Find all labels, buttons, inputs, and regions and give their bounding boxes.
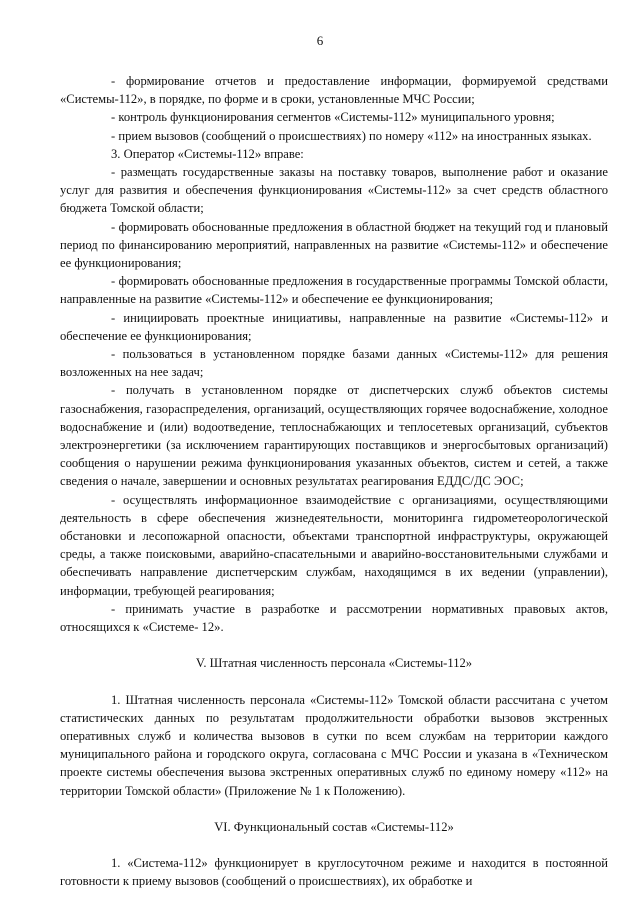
- paragraph-initiatives: - инициировать проектные инициативы, направленные на развитие «Системы-112» и обеспечение ее функционирования;: [60, 310, 608, 343]
- paragraph-interaction: - осуществлять информационное взаимодействие с организациями, осуществляющими деятельность в сфере обеспечения жизнедеятельности, мониторинга гидрометеорологической обстановки и лесопожарной опасности, объектами транспортной инфраструктуры, окружающей среды, а также поисковыми, аварийно-спасательными и аварийно-восстановительными службами и обеспечивать направление диспетчерским службам, находящимся в их ведении (управлении), информации, требующей реагирования;: [60, 492, 608, 598]
- paragraph-state-programs: - формировать обоснованные предложения в государственные программы Томской области, направленные на развитие «Системы-112» и обеспечение ее функционирования;: [60, 274, 608, 307]
- paragraph-operator-rights: 3. Оператор «Системы-112» вправе:: [111, 146, 304, 161]
- page-number: 6: [316, 33, 324, 48]
- paragraph-budget-proposals: - формировать обоснованные предложения в областной бюджет на текущий год и плановый период по финансированию мероприятий, направленных на развитие «Системы-112» и обеспечение ее функционирования;: [60, 219, 608, 271]
- document-body: [60, 72, 608, 890]
- paragraph-foreign-languages: - прием вызовов (сообщений о происшествиях) по номеру «112» на иностранных языках.: [111, 128, 592, 143]
- paragraph-round-the-clock: 1. «Система-112» функционирует в круглосуточном режиме и находится в постоянной готовности к приему вызовов (сообщений о происшествиях), их обработке и: [60, 855, 608, 889]
- paragraph-staff-count: 1. Штатная численность персонала «Системы-112» Томской области рассчитана с учетом статистических данных по результатам продолжительности обработки вызовов экстренных оперативных служб и количества вызовов в сутки по всем службам на территории каждого муниципального района и городского округа, согласована с МЧС России и указана в «Техническом проекте системы обеспечения вызова экстренных оперативных служб по единому номеру «112» на территории Томской области» (Приложение № 1 к Положению).: [60, 692, 608, 798]
- section-heading-staff: V. Штатная численность персонала «Системы-112»: [195, 656, 473, 671]
- paragraph-reporting: - формирование отчетов и предоставление информации, формируемой средствами «Системы-112», в порядке, по форме и в сроки, установленные МЧС России;: [60, 74, 608, 107]
- paragraph-databases: - пользоваться в установленном порядке базами данных «Системы-112» для решения возложенных на нее задач;: [60, 347, 608, 380]
- paragraph-control-segments: - контроль функционирования сегментов «Системы-112» муниципального уровня;: [111, 110, 555, 125]
- paragraph-regulatory-acts: - принимать участие в разработке и рассмотрении нормативных правовых актов, относящихся к «Системе- 12».: [60, 601, 608, 635]
- section-heading-composition: VI. Функциональный состав «Системы-112»: [214, 819, 454, 834]
- paragraph-state-orders: - размещать государственные заказы на поставку товаров, выполнение работ и оказание услуг для развития и обеспечения функционирования «Системы-112» за счет средств областного бюджета Томской области;: [60, 165, 608, 216]
- paragraph-dispatch-reports: - получать в установленном порядке от диспетчерских служб объектов системы газоснабжения, газораспределения, организаций, осуществляющих горячее водоснабжение, холодное водоснабжение и (или) водоотведение, теплоснабжающих и теплосетевых организаций, субъектов электроэнергетики (за исключением гарантирующих поставщиков и энергосбытовых организаций) сообщения о нарушении режима функционирования указанных объектов, систем и сетей, а также сведения о начале, завершении и основных результатах реагирования ЕДДС/ДС ЭОС;: [60, 383, 608, 489]
